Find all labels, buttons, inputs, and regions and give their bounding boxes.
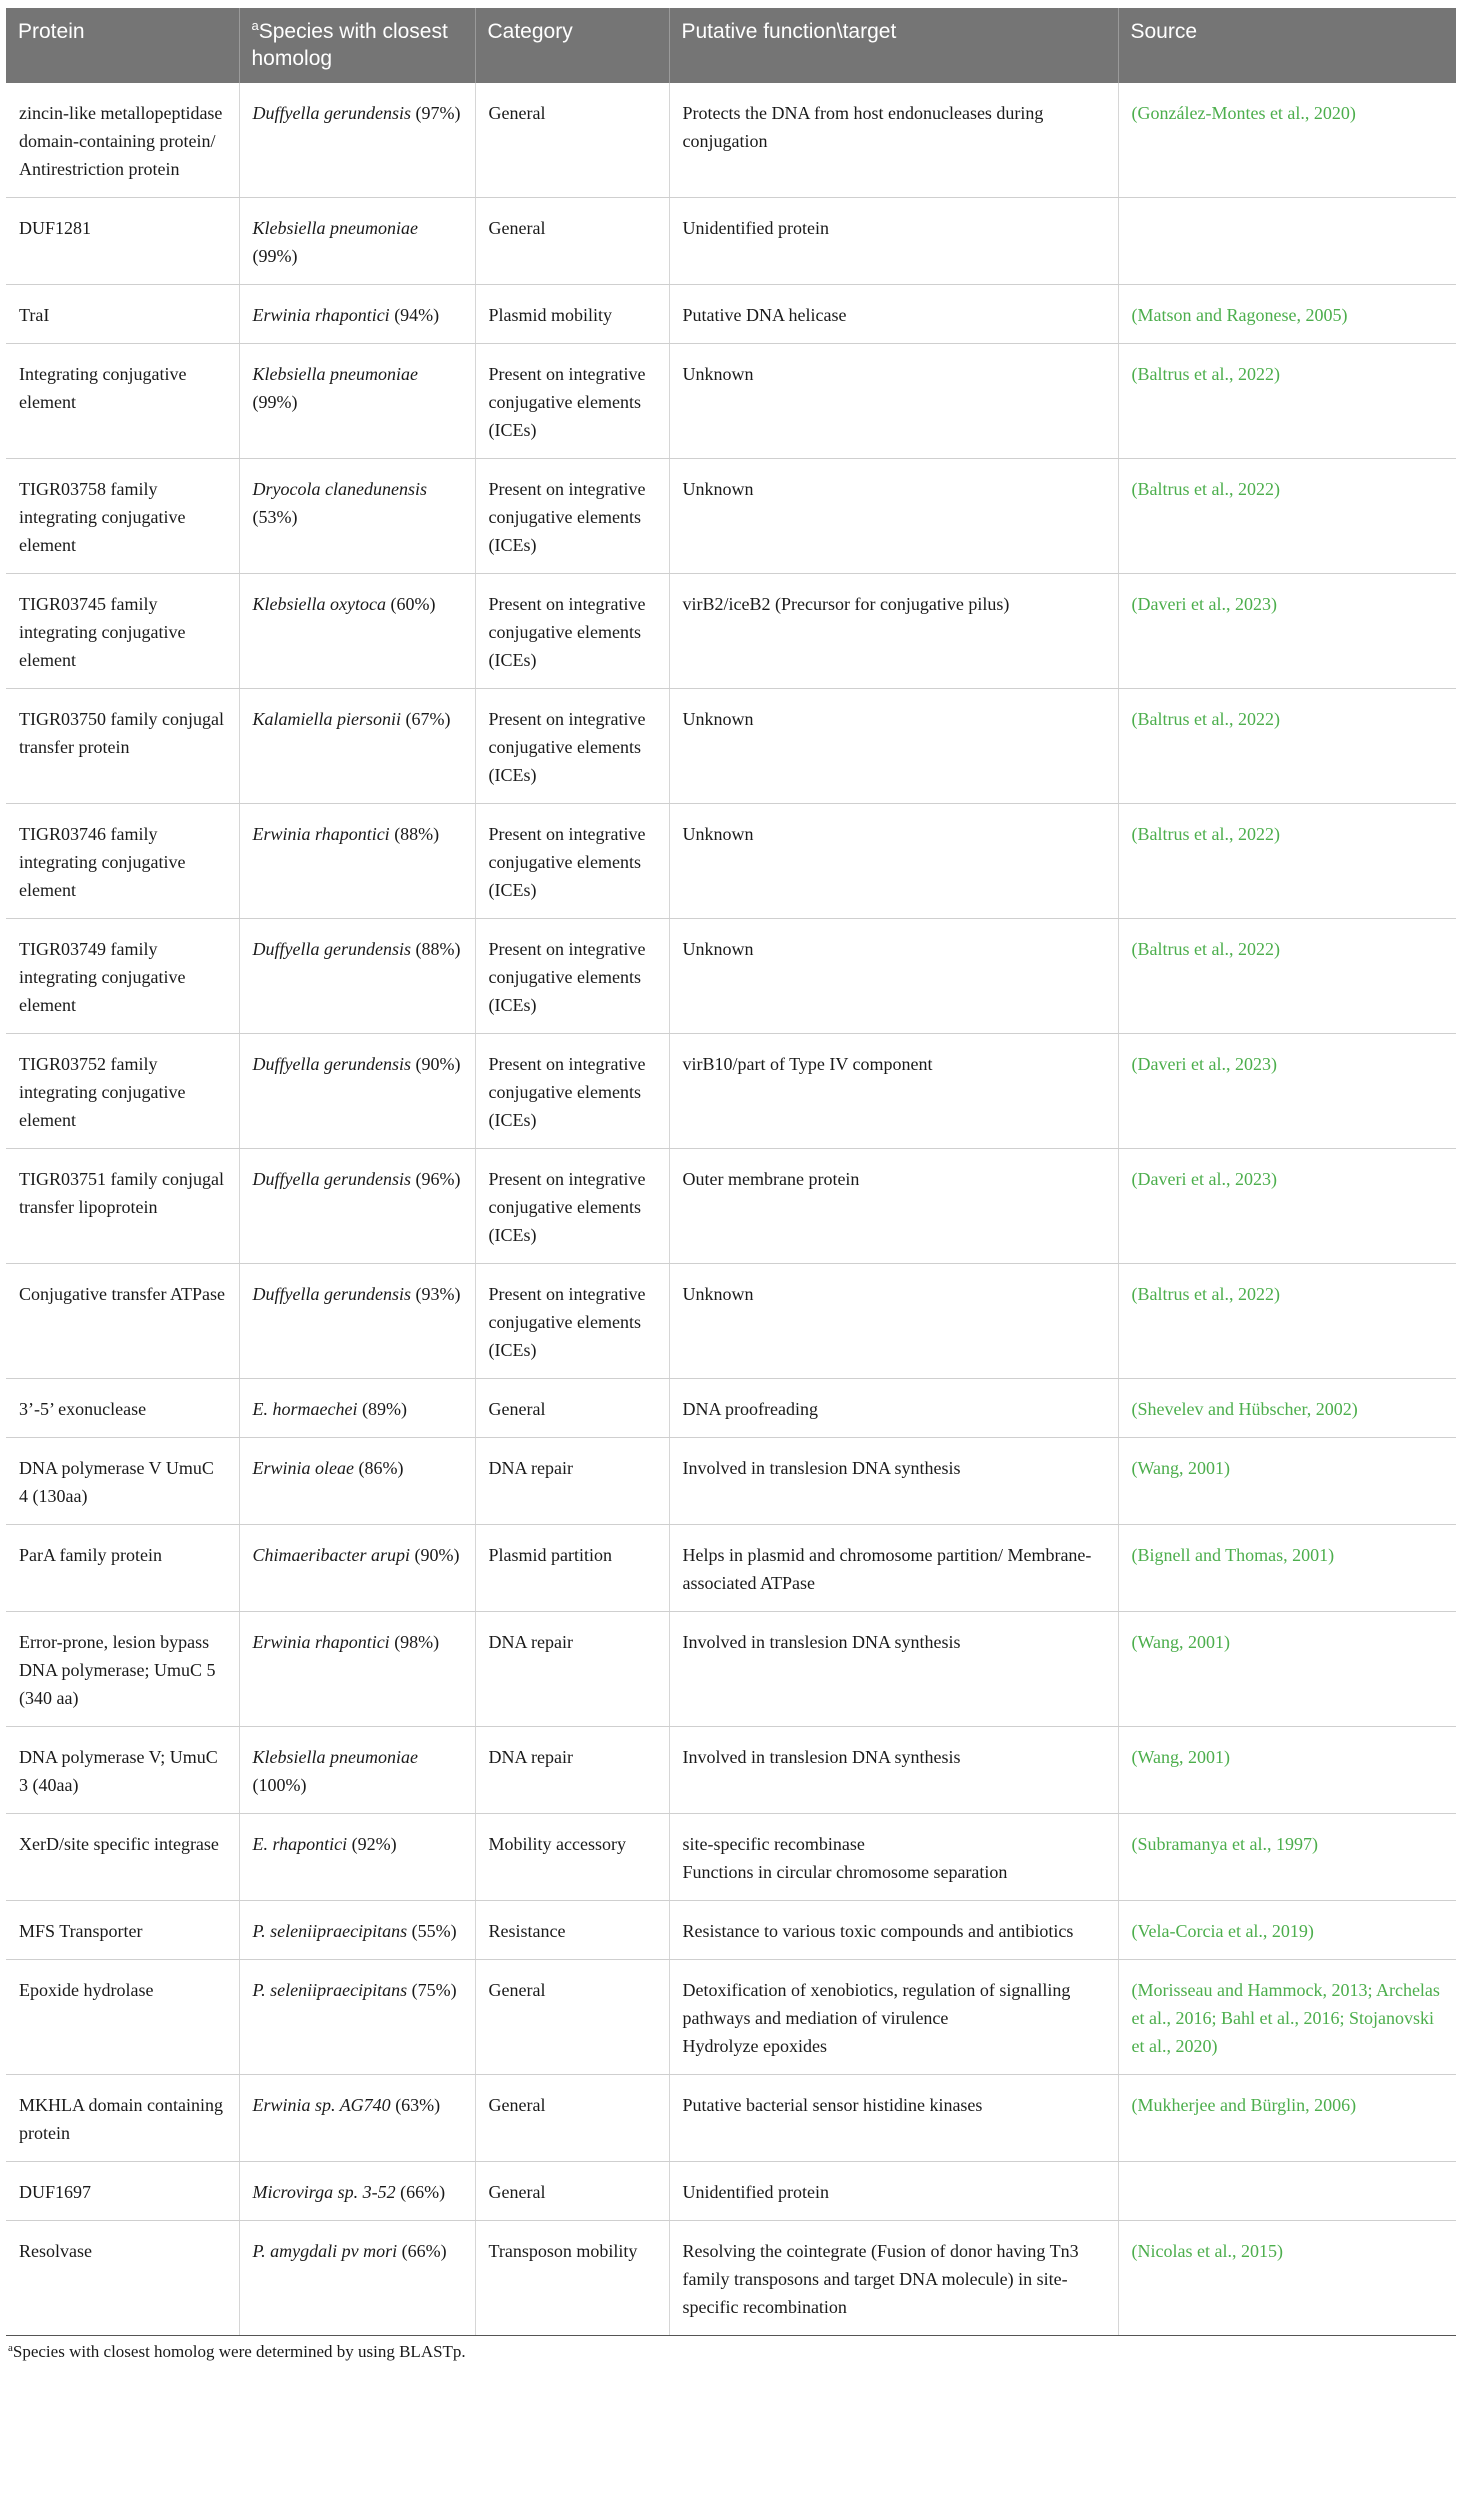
function-line: Involved in translesion DNA synthesis (682, 1458, 961, 1478)
source-cell (1118, 1525, 1456, 1612)
function-line: Helps in plasmid and chromosome partition/ Membrane-associated ATPase (682, 1545, 1092, 1593)
source-cell (1118, 689, 1456, 804)
species-cell (239, 285, 475, 344)
category-cell: General (475, 2162, 669, 2221)
source-citation-link[interactable]: (Matson and Ragonese, 2005) (1131, 305, 1348, 325)
table-row (6, 1901, 1456, 1960)
source-citation-link[interactable]: (Wang, 2001) (1131, 1458, 1231, 1478)
protein-cell: TIGR03745 family integrating conjugative element (6, 574, 239, 689)
species-name: Erwinia rhapontici (252, 824, 390, 844)
source-cell (1118, 1727, 1456, 1814)
source-cell (1118, 285, 1456, 344)
function-line: Unknown (682, 479, 754, 499)
source-citation-link[interactable]: (Daveri et al., 2023) (1131, 1169, 1277, 1189)
species-cell (239, 1612, 475, 1727)
species-cell (239, 919, 475, 1034)
table-row (6, 83, 1456, 198)
homology-percent: (92%) (351, 1834, 397, 1854)
table-row (6, 1034, 1456, 1149)
species-name: Duffyella gerundensis (252, 1054, 411, 1074)
category-cell: Plasmid mobility (475, 285, 669, 344)
protein-cell: Conjugative transfer ATPase (6, 1264, 239, 1379)
source-citation-link[interactable]: (Wang, 2001) (1131, 1632, 1231, 1652)
source-cell (1118, 344, 1456, 459)
source-cell (1118, 83, 1456, 198)
function-cell (669, 344, 1118, 459)
source-citation-link[interactable]: (Vela-Corcia et al., 2019) (1131, 1921, 1314, 1941)
homology-percent: (96%) (415, 1169, 461, 1189)
homology-percent: (89%) (361, 1399, 407, 1419)
header-protein: Protein (6, 8, 239, 83)
protein-cell: zincin-like metallopeptidase domain-containing protein/ Antirestriction protein (6, 83, 239, 198)
source-cell (1118, 2075, 1456, 2162)
species-name: E. hormaechei (252, 1399, 358, 1419)
function-cell (669, 2075, 1118, 2162)
species-cell (239, 1034, 475, 1149)
species-name: Microvirga sp. 3-52 (252, 2182, 396, 2202)
species-name: Dryocola clanedunensis (252, 479, 427, 499)
protein-cell: MKHLA domain containing protein (6, 2075, 239, 2162)
function-line: Functions in circular chromosome separation (682, 1862, 1008, 1882)
species-cell (239, 344, 475, 459)
table-row (6, 198, 1456, 285)
function-line: Protects the DNA from host endonucleases during conjugation (682, 103, 1044, 151)
function-cell (669, 459, 1118, 574)
source-cell (1118, 1034, 1456, 1149)
table-row (6, 1727, 1456, 1814)
species-cell (239, 689, 475, 804)
function-line: Unidentified protein (682, 218, 829, 238)
footnote-mark: a (8, 2342, 13, 2354)
homology-percent: (98%) (394, 1632, 440, 1652)
species-cell (239, 1438, 475, 1525)
table-row (6, 689, 1456, 804)
species-name: E. rhapontici (252, 1834, 348, 1854)
species-name: Klebsiella pneumoniae (252, 218, 418, 238)
species-cell (239, 574, 475, 689)
source-cell (1118, 198, 1456, 285)
protein-cell: TIGR03751 family conjugal transfer lipoprotein (6, 1149, 239, 1264)
source-citation-link[interactable]: (Mukherjee and Bürglin, 2006) (1131, 2095, 1357, 2115)
homology-percent: (93%) (415, 1284, 461, 1304)
homology-percent: (97%) (415, 103, 461, 123)
homology-percent: (55%) (411, 1921, 457, 1941)
homolog-table (6, 8, 1456, 2336)
function-cell (669, 1034, 1118, 1149)
function-cell (669, 1814, 1118, 1901)
species-cell (239, 83, 475, 198)
species-name: P. amygdali pv mori (252, 2241, 398, 2261)
category-cell: Resistance (475, 1901, 669, 1960)
source-citation-link[interactable]: (Baltrus et al., 2022) (1131, 709, 1280, 729)
function-cell (669, 804, 1118, 919)
function-cell (669, 198, 1118, 285)
function-cell (669, 1525, 1118, 1612)
function-line: Involved in translesion DNA synthesis (682, 1747, 961, 1767)
homology-percent: (100%) (252, 1775, 307, 1795)
protein-cell: TIGR03749 family integrating conjugative element (6, 919, 239, 1034)
source-citation-link[interactable]: (Shevelev and Hübscher, 2002) (1131, 1399, 1358, 1419)
protein-cell: Error-prone, lesion bypass DNA polymerase; UmuC 5 (340 aa) (6, 1612, 239, 1727)
homology-percent: (88%) (415, 939, 461, 959)
species-cell (239, 459, 475, 574)
source-citation-link[interactable]: (Baltrus et al., 2022) (1131, 939, 1280, 959)
source-cell (1118, 2162, 1456, 2221)
function-line: Unknown (682, 1284, 754, 1304)
species-name: Chimaeribacter arupi (252, 1545, 410, 1565)
homology-percent: (90%) (414, 1545, 460, 1565)
table-row (6, 1814, 1456, 1901)
homology-percent: (75%) (411, 1980, 457, 2000)
function-cell (669, 2162, 1118, 2221)
species-name: Duffyella gerundensis (252, 1169, 411, 1189)
species-name: Klebsiella oxytoca (252, 594, 386, 614)
table-row (6, 1525, 1456, 1612)
source-cell (1118, 1438, 1456, 1525)
species-name: Kalamiella piersonii (252, 709, 401, 729)
source-citation-link[interactable]: (González-Montes et al., 2020) (1131, 103, 1356, 123)
species-cell (239, 804, 475, 919)
species-name: Duffyella gerundensis (252, 103, 411, 123)
category-cell: DNA repair (475, 1727, 669, 1814)
function-cell (669, 1379, 1118, 1438)
source-citation-link[interactable]: (Wang, 2001) (1131, 1747, 1231, 1767)
table-body (6, 83, 1456, 2336)
protein-cell: TIGR03758 family integrating conjugative element (6, 459, 239, 574)
protein-cell: DNA polymerase V; UmuC 3 (40aa) (6, 1727, 239, 1814)
function-line: Outer membrane protein (682, 1169, 860, 1189)
species-name: Erwinia sp. AG740 (252, 2095, 391, 2115)
source-citation-link[interactable]: (Morisseau and Hammock, 2013; Archelas et al., 2016; Bahl et al., 2016; Stojanovski et al., 2020) (1131, 1980, 1440, 2056)
function-line: virB2/iceB2 (Precursor for conjugative pilus) (682, 594, 1010, 614)
source-cell (1118, 1612, 1456, 1727)
species-name: Erwinia rhapontici (252, 305, 390, 325)
homology-percent: (90%) (415, 1054, 461, 1074)
category-cell: Plasmid partition (475, 1525, 669, 1612)
table-row (6, 2075, 1456, 2162)
function-cell (669, 1149, 1118, 1264)
function-cell (669, 1901, 1118, 1960)
protein-cell: TIGR03750 family conjugal transfer protein (6, 689, 239, 804)
homology-percent: (67%) (405, 709, 451, 729)
species-name: Duffyella gerundensis (252, 939, 411, 959)
function-line: Detoxification of xenobiotics, regulation of signalling pathways and mediation of virulence (682, 1980, 1071, 2028)
header-species-label: Species with closest homolog (251, 20, 448, 70)
table-row (6, 1379, 1456, 1438)
category-cell: Present on integrative conjugative elements (ICEs) (475, 919, 669, 1034)
species-cell (239, 1727, 475, 1814)
table-row (6, 1264, 1456, 1379)
source-cell (1118, 919, 1456, 1034)
source-citation-link[interactable]: (Bignell and Thomas, 2001) (1131, 1545, 1335, 1565)
species-name: Erwinia rhapontici (252, 1632, 390, 1652)
source-cell (1118, 574, 1456, 689)
homology-percent: (53%) (252, 507, 298, 527)
category-cell: General (475, 2075, 669, 2162)
homology-percent: (66%) (400, 2182, 446, 2202)
source-citation-link[interactable]: (Baltrus et al., 2022) (1131, 824, 1280, 844)
source-cell (1118, 1264, 1456, 1379)
function-line: Unknown (682, 824, 754, 844)
table-row (6, 804, 1456, 919)
homology-percent: (63%) (395, 2095, 441, 2115)
table-header (6, 8, 1456, 83)
table-row (6, 1438, 1456, 1525)
category-cell: General (475, 1379, 669, 1438)
category-cell: Present on integrative conjugative elements (ICEs) (475, 1264, 669, 1379)
species-name: Klebsiella pneumoniae (252, 1747, 418, 1767)
table-document (6, 8, 1456, 2362)
table-row (6, 2221, 1456, 2336)
header-species (239, 8, 475, 83)
header-function: Putative function\target (669, 8, 1118, 83)
source-cell (1118, 1379, 1456, 1438)
species-cell (239, 1814, 475, 1901)
function-line: Unknown (682, 709, 754, 729)
category-cell: General (475, 1960, 669, 2075)
species-cell (239, 1379, 475, 1438)
source-cell (1118, 1960, 1456, 2075)
function-line: Involved in translesion DNA synthesis (682, 1632, 961, 1652)
category-cell: General (475, 83, 669, 198)
source-cell (1118, 1814, 1456, 1901)
function-line: Unknown (682, 939, 754, 959)
category-cell: Present on integrative conjugative elements (ICEs) (475, 804, 669, 919)
protein-cell: MFS Transporter (6, 1901, 239, 1960)
function-cell (669, 689, 1118, 804)
protein-cell: TraI (6, 285, 239, 344)
source-cell (1118, 804, 1456, 919)
table-row (6, 1149, 1456, 1264)
protein-cell: Resolvase (6, 2221, 239, 2336)
header-species-footnote-mark: a (251, 18, 259, 33)
table-row (6, 919, 1456, 1034)
function-line: Resolving the cointegrate (Fusion of donor having Tn3 family transposons and target DNA molecule) in site-specific recombination (682, 2241, 1079, 2317)
homology-percent: (60%) (390, 594, 436, 614)
protein-cell: TIGR03752 family integrating conjugative element (6, 1034, 239, 1149)
header-source: Source (1118, 8, 1456, 83)
protein-cell: DUF1281 (6, 198, 239, 285)
function-cell (669, 1727, 1118, 1814)
category-cell: General (475, 198, 669, 285)
category-cell: Present on integrative conjugative elements (ICEs) (475, 459, 669, 574)
species-cell (239, 2162, 475, 2221)
species-cell (239, 2075, 475, 2162)
table-row (6, 344, 1456, 459)
homology-percent: (99%) (252, 246, 298, 266)
function-line: Putative DNA helicase (682, 305, 847, 325)
category-cell: Present on integrative conjugative elements (ICEs) (475, 689, 669, 804)
protein-cell: XerD/site specific integrase (6, 1814, 239, 1901)
source-citation-link[interactable]: (Baltrus et al., 2022) (1131, 479, 1280, 499)
table-row (6, 459, 1456, 574)
function-cell (669, 285, 1118, 344)
homology-percent: (94%) (394, 305, 440, 325)
species-cell (239, 1149, 475, 1264)
function-cell (669, 1612, 1118, 1727)
footnote-text: Species with closest homolog were determined by using BLASTp. (12, 2342, 466, 2361)
table-row (6, 2162, 1456, 2221)
species-cell (239, 1264, 475, 1379)
species-name: Klebsiella pneumoniae (252, 364, 418, 384)
species-cell (239, 1960, 475, 2075)
category-cell: Transposon mobility (475, 2221, 669, 2336)
function-line: Hydrolyze epoxides (682, 2036, 827, 2056)
function-cell (669, 2221, 1118, 2336)
function-cell (669, 1264, 1118, 1379)
function-line: Resistance to various toxic compounds and antibiotics (682, 1921, 1074, 1941)
homology-percent: (88%) (394, 824, 440, 844)
source-citation-link[interactable]: (Nicolas et al., 2015) (1131, 2241, 1283, 2261)
protein-cell: DUF1697 (6, 2162, 239, 2221)
source-cell (1118, 1149, 1456, 1264)
homology-percent: (66%) (401, 2241, 447, 2261)
function-cell (669, 83, 1118, 198)
function-line: Putative bacterial sensor histidine kinases (682, 2095, 983, 2115)
species-name: Erwinia oleae (252, 1458, 354, 1478)
function-cell (669, 1438, 1118, 1525)
species-cell (239, 2221, 475, 2336)
source-citation-link[interactable]: (Baltrus et al., 2022) (1131, 364, 1280, 384)
protein-cell: Epoxide hydrolase (6, 1960, 239, 2075)
species-name: P. seleniipraecipitans (252, 1921, 408, 1941)
category-cell: Present on integrative conjugative elements (ICEs) (475, 574, 669, 689)
category-cell: DNA repair (475, 1612, 669, 1727)
header-row (6, 8, 1456, 83)
species-cell (239, 1525, 475, 1612)
homology-percent: (86%) (358, 1458, 404, 1478)
header-category: Category (475, 8, 669, 83)
source-cell (1118, 1901, 1456, 1960)
species-cell (239, 1901, 475, 1960)
protein-cell: 3’-5’ exonuclease (6, 1379, 239, 1438)
category-cell: DNA repair (475, 1438, 669, 1525)
table-row (6, 285, 1456, 344)
function-line: virB10/part of Type IV component (682, 1054, 933, 1074)
function-line: Unidentified protein (682, 2182, 829, 2202)
table-row (6, 574, 1456, 689)
table-footnote (6, 2342, 1456, 2362)
homology-percent: (99%) (252, 392, 298, 412)
source-citation-link[interactable]: (Subramanya et al., 1997) (1131, 1834, 1318, 1854)
function-cell (669, 919, 1118, 1034)
category-cell: Present on integrative conjugative elements (ICEs) (475, 1034, 669, 1149)
table-row (6, 1612, 1456, 1727)
species-name: Duffyella gerundensis (252, 1284, 411, 1304)
source-citation-link[interactable]: (Daveri et al., 2023) (1131, 1054, 1277, 1074)
function-line: DNA proofreading (682, 1399, 818, 1419)
source-citation-link[interactable]: (Daveri et al., 2023) (1131, 594, 1277, 614)
function-cell (669, 574, 1118, 689)
source-cell (1118, 2221, 1456, 2336)
source-cell (1118, 459, 1456, 574)
category-cell: Present on integrative conjugative elements (ICEs) (475, 344, 669, 459)
protein-cell: ParA family protein (6, 1525, 239, 1612)
function-line: Unknown (682, 364, 754, 384)
protein-cell: TIGR03746 family integrating conjugative element (6, 804, 239, 919)
source-citation-link[interactable]: (Baltrus et al., 2022) (1131, 1284, 1280, 1304)
species-cell (239, 198, 475, 285)
function-cell (669, 1960, 1118, 2075)
function-line: site-specific recombinase (682, 1834, 865, 1854)
category-cell: Present on integrative conjugative elements (ICEs) (475, 1149, 669, 1264)
table-row (6, 1960, 1456, 2075)
category-cell: Mobility accessory (475, 1814, 669, 1901)
species-name: P. seleniipraecipitans (252, 1980, 408, 2000)
protein-cell: DNA polymerase V UmuC 4 (130aa) (6, 1438, 239, 1525)
protein-cell: Integrating conjugative element (6, 344, 239, 459)
